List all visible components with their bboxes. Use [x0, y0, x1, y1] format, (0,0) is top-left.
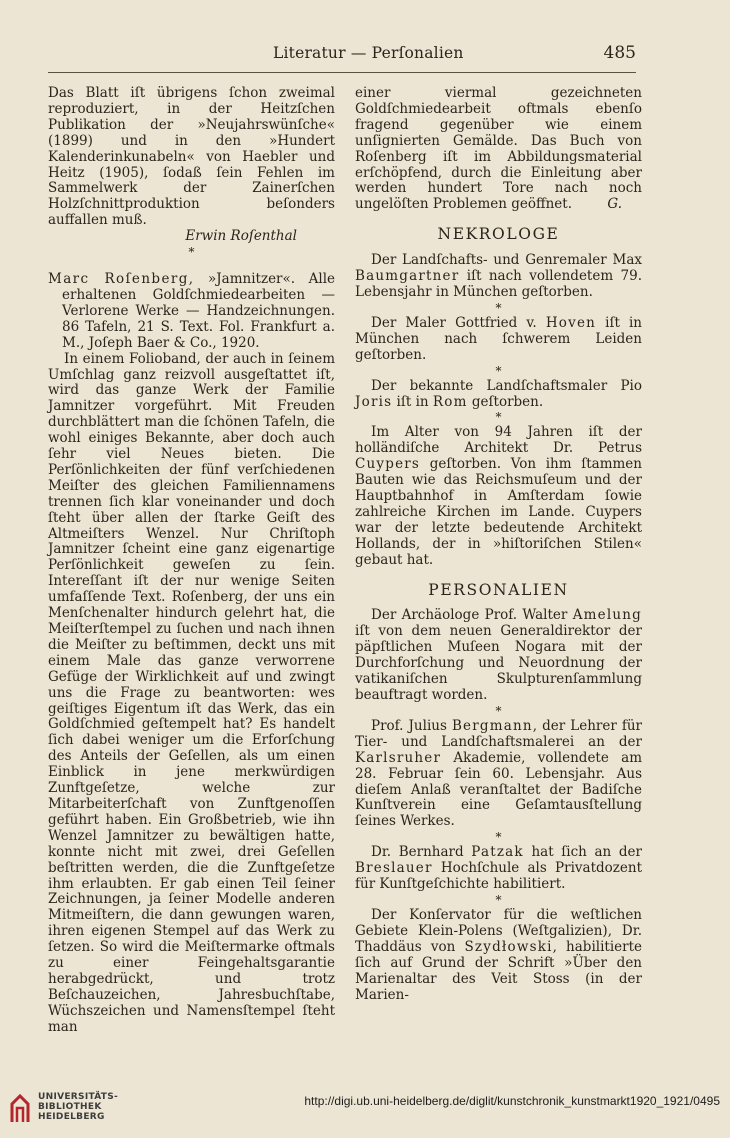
obituary-text: geſtorben. Von ihm ſtammen Bauten wie das Reichsmuſeum und der Hauptbahnhof in Amſterdam ſowie zahlreiche Kirchen im Lande. Cuypers war der letzte bedeutende Architekt Hollands, der in »hiſtoriſchen Stilen« gebaut hat. — [355, 456, 642, 568]
review-author: Marc Roſenberg, — [48, 271, 195, 288]
place-name: Rom — [432, 393, 468, 410]
person-name: Joris — [355, 393, 393, 410]
personal-text: , habilitierte ſich auf Grund der Schrift »Über den Marienaltar des Veit Stoss (in der Marien- — [355, 938, 642, 1003]
personal-text: Der Archäologe Prof. Walter — [371, 607, 573, 624]
obituary-text: Der Landſchafts- und Genremaler Max — [371, 252, 642, 269]
personal-text: iſt von dem neuen Generaldirektor der päpſtlichen Muſeen Nogara mit der Durchforſchung und Neuordnung der vatikaniſchen Skulpturenſammlung beauftragt worden. — [355, 623, 642, 703]
obituary-text: Der bekannte Landſchaftsmaler Pio — [371, 377, 642, 394]
library-name — [38, 1092, 118, 1122]
right-column — [355, 86, 642, 1003]
personal-text: hat ſich an der — [523, 844, 642, 861]
signature-rosenthal: Erwin Roſenthal — [185, 228, 297, 245]
nekrologe-heading: NEKROLOGE — [437, 225, 560, 244]
obituary-text: iſt nach vollendetem 79. Lebensjahr in München geſtorben. — [355, 268, 642, 300]
library-name-line: UNIVERSITÄTS- — [38, 1092, 119, 1102]
personal-text: Akademie, vollendete am 28. Februar ſein 60. Lebensjahr. Aus dieſem Anlaß veranſtaltet der Badiſche Kunſtverein eine Geſamtausſtellung ſeines Werkes. — [355, 749, 642, 830]
obituary-text: iſt in München nach ſchwerem Leiden geſtorben. — [355, 314, 642, 363]
university-library-logo-icon — [8, 1094, 32, 1124]
obituary-baumgartner — [355, 253, 642, 301]
separator-star: * — [495, 300, 502, 315]
person-name: Cuypers — [355, 456, 421, 473]
person-name: Baumgartner — [355, 268, 460, 285]
header-rule — [48, 72, 636, 73]
paragraph-blatt: Das Blatt iſt übrigens ſchon zweimal reproduziert, in der Heitzſchen Publikation der »Neujahrswünſche« (1899) und in den »Hundert Kalenderinkunabeln« von Haebler und Heitz (1905), ſodaß ſein Fehlen im Sammelwerk der Zainerſchen Holzſchnittproduktion beſonders auffallen muß. — [48, 85, 335, 229]
personal-text: Der Konſervator für die weſtlichen Gebiete Klein-Polens (Weſtgalizien), Dr. Thaddäus von — [355, 906, 642, 955]
personal-text: , der Lehrer für Tier- und Landſchaftsmalerei an der — [355, 717, 642, 750]
obituary-cuypers — [355, 425, 642, 568]
review-title: »Jamnitzer«. Alle erhaltenen Goldſchmiedearbeiten — Verlorene Werke — Handzeichnungen. 86 Tafeln, 21 S. Text. Fol. Frankfurt a. M., Joſeph Baer & Co., 1920. — [62, 271, 335, 351]
place-name: Karlsruher — [355, 749, 442, 766]
person-name: Hoven — [545, 314, 597, 331]
separator-star: * — [495, 363, 502, 378]
personal-text: Hochſchule als Privatdozent für Kunſtgeſchichte habilitiert. — [355, 860, 642, 893]
paragraph-review-continued — [355, 86, 642, 213]
permalink-url[interactable]: http://digi.ub.uni-heidelberg.de/diglit/kunstchronik_kunstmarkt1920_1921/0495 — [304, 1094, 720, 1108]
person-name: Bergmann — [451, 717, 533, 734]
personal-szydlowski — [355, 908, 642, 1003]
review-heading — [48, 272, 335, 352]
obituary-hoven — [355, 316, 642, 364]
review-continued-text: einer viermal gezeichneten Goldſchmiedearbeit oftmals ebenſo fragend gegenüber wie einem unſignierten Gemälde. Das Buch von Roſenberg iſt im Abbildungsmaterial erſchöpfend, durch die Einleitung aber werden hundert Tore nach noch ungelöſten Problemen geöffnet. — [355, 85, 642, 213]
page-number: 485 — [603, 43, 636, 63]
personal-amelung — [355, 608, 642, 703]
separator-star: * — [188, 245, 195, 260]
left-column — [48, 86, 335, 1036]
review-signature-g: G. — [607, 196, 622, 213]
personal-text: Prof. Julius — [371, 717, 452, 734]
separator-star: * — [495, 410, 502, 425]
personal-bergmann — [355, 719, 642, 830]
separator-star: * — [495, 892, 502, 907]
digitization-footer — [0, 1080, 730, 1138]
obituary-text: Im Alter von 94 Jahren iſt der holländiſche Architekt Dr. Petrus — [355, 424, 642, 457]
personal-text: Dr. Bernhard — [371, 844, 472, 861]
separator-star: * — [495, 703, 502, 718]
person-name: Amelung — [572, 607, 642, 624]
separator-star: * — [495, 830, 502, 845]
obituary-text: Der Maler Gottfried v. — [371, 314, 546, 331]
obituary-text: iſt in — [392, 393, 433, 410]
library-name-line: HEIDELBERG — [38, 1112, 105, 1122]
obituary-joris — [355, 379, 642, 411]
personal-patzak — [355, 845, 642, 893]
obituary-text: geſtorben. — [467, 393, 544, 410]
person-name: Szydłowski — [464, 938, 553, 955]
page-header — [48, 44, 636, 68]
personalien-heading: PERSONALIEN — [428, 580, 569, 599]
running-title: Literatur — Perſonalien — [273, 44, 464, 62]
library-name-line: BIBLIOTHEK — [38, 1102, 102, 1112]
person-name: Patzak — [471, 844, 524, 861]
paragraph-jamnitzer-review: In einem Folioband, der auch in ſeinem Umſchlag ganz reizvoll ausgeſtattet iſt, wird das ganze Werk der Familie Jamnitzer vorgeführt. Mit Freuden durchblättert man die ſchönen Tafeln, die wohl einiges Bekannte, aber doch auch ſehr viel Neues bieten. Die Perſönlichkeiten der fünf verſchiedenen Meiſter des gleichen Familiennamens trennen ſich klar voneinander und doch ſteht über allen der ſtarke Geiſt des Altmeiſters Wenzel. Nur Chriſtoph Jamnitzer ſcheint eine ganz eigenartige Perſönlichkeit geweſen zu ſein. Intereſſant iſt der nur wenige Seiten umfaſſende Text. Roſenberg, der uns ein Menſchenalter hindurch gelehrt hat, die Meiſterſtempel zu ſuchen und nach ihnen die Meiſter zu beſtimmen, deckt uns mit einem Male das ganze verworrene Gefüge der Wirklichkeit auf und zwingt uns die Frage zu beantworten: wes geiſtiges Eigentum iſt das Werk, das ein Goldſchmied geſtempelt hat? Es handelt ſich dabei weniger um die Erforſchung des Anteils der Geſellen, als um einen Einblick in jene merkwürdigen Zunftgeſetze, welche zur Mitarbeiterſchaft von Zunftgenoſſen geführt haben. Ein Großbetrieb, wie ihn Wenzel Jamnitzer zu bewältigen hatte, konnte nicht mit zwei, drei Geſellen beſtritten werden, die die Zunftgeſetze ihm erlaubten. Er gab einen Teil ſeiner Zeichnungen, ja ſeiner Modelle anderen Mitmeiſtern, die dann gewungen waren, ihren eigenen Stempel auf das Werk zu ſetzen. So wird die Meiſtermarke oftmals zu einer Feingehaltsgarantie herabgedrückt, und trotz Beſchauzeichen, Jahresbuchſtabe, Wüchszeichen und Namensſtempel ſteht man — [48, 350, 335, 1035]
place-name: Breslauer — [355, 860, 433, 877]
